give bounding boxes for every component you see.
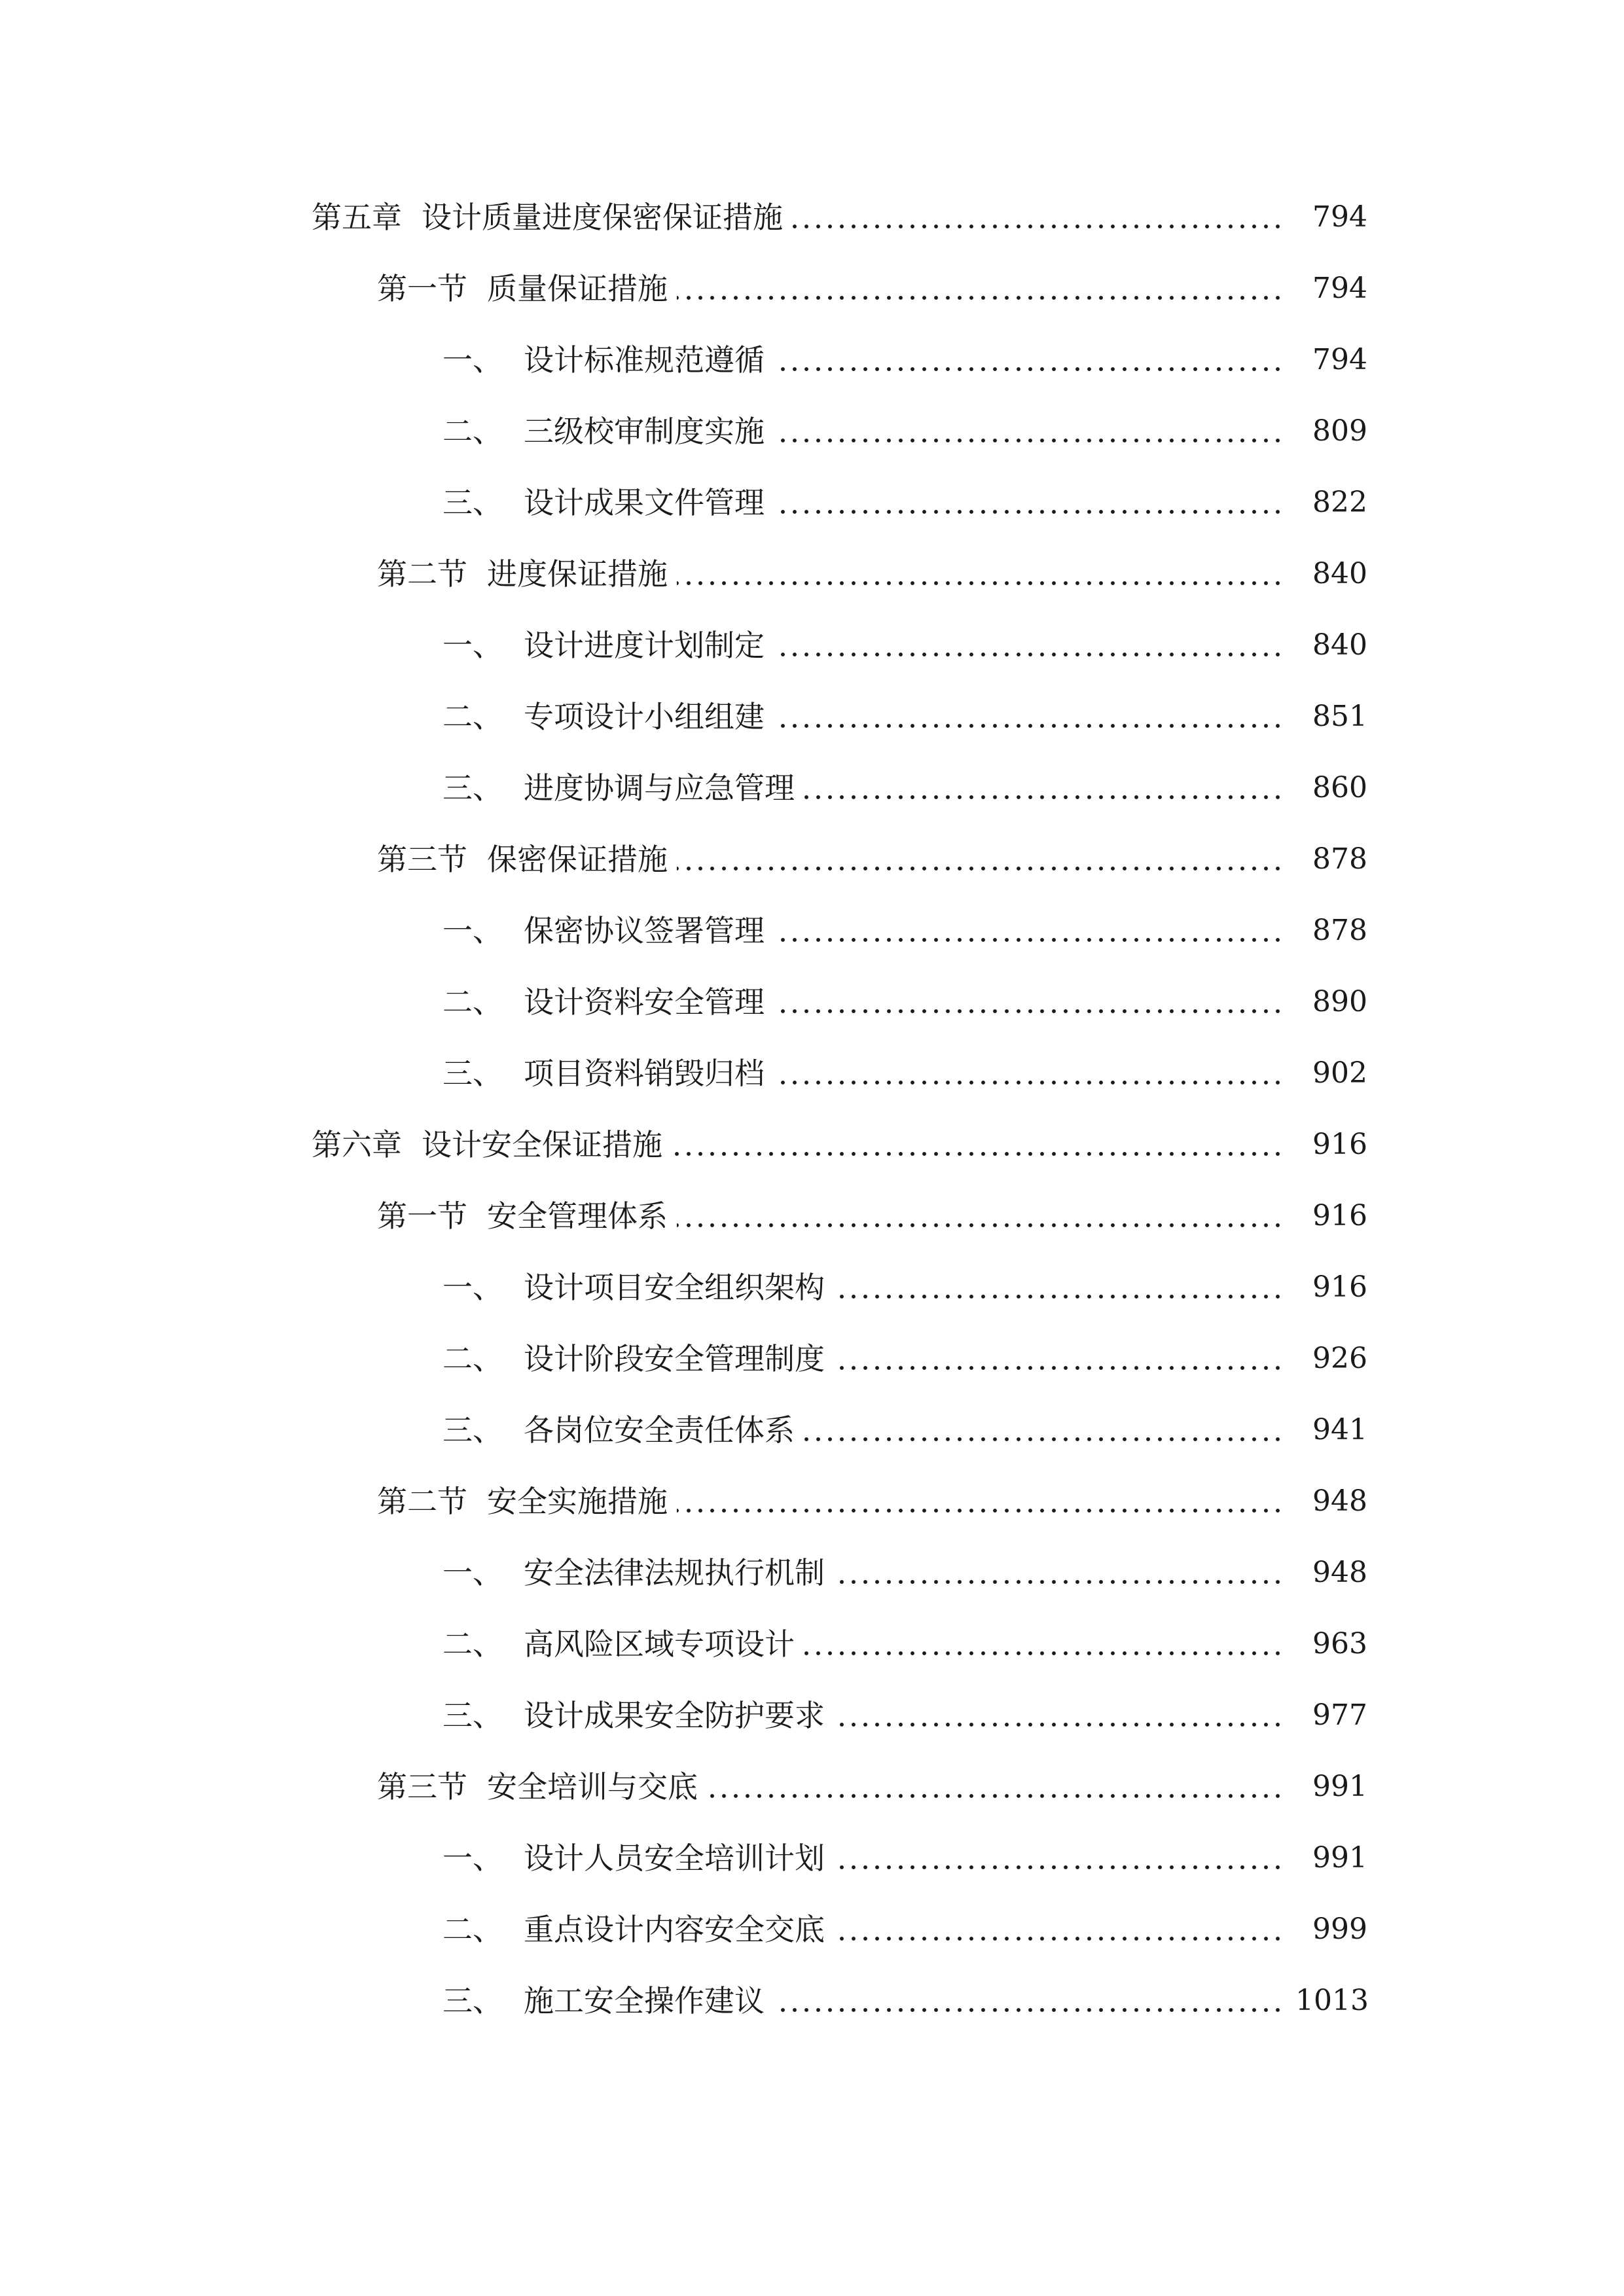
entry-page-number: 916 <box>1312 1199 1367 1232</box>
dot-leader <box>834 1553 1284 1592</box>
toc-entry-subsection[interactable] <box>0 1975 1624 2020</box>
entry-title: 安全培训与交底 <box>487 1769 698 1804</box>
entry-number: 第一节 <box>377 271 467 306</box>
entry-page-number: 902 <box>1312 1056 1367 1090</box>
entry-number: 二、 <box>442 1341 503 1376</box>
entry-page-number: 999 <box>1312 1912 1367 1946</box>
toc-entry-section[interactable] <box>0 1475 1624 1521</box>
toc-entry-section[interactable] <box>0 1190 1624 1236</box>
entry-page-number: 809 <box>1312 414 1367 448</box>
entry-page-number: 1013 <box>1295 1984 1369 2017</box>
entry-number: 三、 <box>442 770 503 806</box>
dot-leader <box>774 626 1284 665</box>
entry-title: 设计阶段安全管理制度 <box>524 1341 825 1376</box>
entry-title: 质量保证措施 <box>487 271 668 306</box>
entry-page-number: 916 <box>1312 1128 1367 1161</box>
entry-title: 安全管理体系 <box>487 1198 668 1234</box>
entry-number: 二、 <box>442 984 503 1020</box>
entry-number: 三、 <box>442 485 503 520</box>
entry-number: 第三节 <box>377 1769 467 1804</box>
entry-page-number: 926 <box>1312 1342 1367 1375</box>
entry-title: 设计成果文件管理 <box>524 485 765 520</box>
entry-title: 设计成果安全防护要求 <box>524 1698 825 1733</box>
dot-leader <box>774 982 1284 1022</box>
toc-entry-subsection[interactable] <box>0 334 1624 380</box>
entry-number: 二、 <box>442 1912 503 1947</box>
entry-number: 二、 <box>442 1626 503 1662</box>
dot-leader <box>774 911 1284 950</box>
entry-number: 一、 <box>442 628 503 663</box>
toc-entry-subsection[interactable] <box>0 1047 1624 1093</box>
entry-page-number: 991 <box>1312 1841 1367 1874</box>
entry-page-number: 794 <box>1312 272 1367 305</box>
toc-entry-subsection[interactable] <box>0 905 1624 950</box>
entry-page-number: 948 <box>1312 1556 1367 1589</box>
entry-title: 设计进度计划制定 <box>524 628 765 663</box>
toc-entry-subsection[interactable] <box>0 619 1624 665</box>
toc-entry-section[interactable] <box>0 548 1624 594</box>
toc-entry-chapter[interactable] <box>0 191 1624 237</box>
dot-leader <box>834 1696 1284 1735</box>
dot-leader <box>677 1482 1284 1521</box>
dot-leader <box>774 697 1284 736</box>
entry-title: 安全实施措施 <box>487 1484 668 1519</box>
entry-page-number: 977 <box>1312 1698 1367 1732</box>
entry-number: 三、 <box>442 1412 503 1448</box>
entry-page-number: 991 <box>1312 1770 1367 1803</box>
entry-number: 一、 <box>442 1555 503 1590</box>
entry-number: 一、 <box>442 1270 503 1305</box>
toc-entry-chapter[interactable] <box>0 1119 1624 1164</box>
entry-page-number: 840 <box>1312 628 1367 662</box>
dot-leader <box>804 768 1284 808</box>
entry-number: 第一节 <box>377 1198 467 1234</box>
toc-entry-subsection[interactable] <box>0 1832 1624 1878</box>
toc-entry-section[interactable] <box>0 1761 1624 1806</box>
entry-page-number: 890 <box>1312 985 1367 1018</box>
entry-number: 第三节 <box>377 842 467 877</box>
dot-leader <box>804 1410 1284 1450</box>
entry-page-number: 948 <box>1312 1484 1367 1518</box>
entry-number: 一、 <box>442 1840 503 1876</box>
dot-leader <box>834 1839 1284 1878</box>
entry-title: 设计质量进度保密保证措施 <box>422 200 783 235</box>
dot-leader <box>774 1981 1284 2020</box>
dot-leader <box>677 554 1284 594</box>
toc-entry-subsection[interactable] <box>0 1618 1624 1664</box>
entry-title: 施工安全操作建议 <box>524 1983 765 2018</box>
dot-leader <box>834 1339 1284 1378</box>
entry-number: 三、 <box>442 1698 503 1733</box>
dot-leader <box>774 340 1284 380</box>
entry-number: 二、 <box>442 414 503 449</box>
dot-leader <box>707 1767 1284 1806</box>
entry-title: 进度保证措施 <box>487 556 668 592</box>
entry-number: 第六章 <box>312 1127 402 1162</box>
dot-leader <box>774 412 1284 451</box>
toc-entry-subsection[interactable] <box>0 476 1624 522</box>
entry-title: 高风险区域专项设计 <box>524 1626 795 1662</box>
toc-entry-subsection[interactable] <box>0 1333 1624 1378</box>
toc-entry-subsection[interactable] <box>0 1689 1624 1735</box>
entry-title: 各岗位安全责任体系 <box>524 1412 795 1448</box>
entry-page-number: 878 <box>1312 914 1367 947</box>
toc-entry-subsection[interactable] <box>0 1261 1624 1307</box>
entry-page-number: 822 <box>1312 486 1367 519</box>
entry-page-number: 840 <box>1312 557 1367 590</box>
toc-entry-subsection[interactable] <box>0 405 1624 451</box>
entry-number: 第五章 <box>312 200 402 235</box>
entry-title: 项目资料销毁归档 <box>524 1056 765 1091</box>
entry-title: 设计资料安全管理 <box>524 984 765 1020</box>
toc-entry-subsection[interactable] <box>0 762 1624 808</box>
dot-leader <box>677 269 1284 308</box>
entry-page-number: 794 <box>1312 343 1367 376</box>
dot-leader <box>672 1125 1284 1164</box>
toc-entry-section[interactable] <box>0 833 1624 879</box>
dot-leader <box>834 1268 1284 1307</box>
toc-entry-subsection[interactable] <box>0 976 1624 1022</box>
entry-page-number: 794 <box>1312 200 1367 234</box>
entry-number: 第二节 <box>377 1484 467 1519</box>
entry-title: 设计项目安全组织架构 <box>524 1270 825 1305</box>
entry-title: 安全法律法规执行机制 <box>524 1555 825 1590</box>
entry-page-number: 916 <box>1312 1270 1367 1304</box>
dot-leader <box>804 1624 1284 1664</box>
dot-leader <box>677 840 1284 879</box>
entry-title: 专项设计小组组建 <box>524 699 765 734</box>
entry-number: 二、 <box>442 699 503 734</box>
dot-leader <box>774 483 1284 522</box>
dot-leader <box>677 1196 1284 1236</box>
toc-entry-subsection[interactable] <box>0 1404 1624 1450</box>
entry-page-number: 963 <box>1312 1627 1367 1660</box>
entry-title: 设计安全保证措施 <box>422 1127 662 1162</box>
toc-entry-subsection[interactable] <box>0 691 1624 736</box>
entry-page-number: 860 <box>1312 771 1367 804</box>
entry-number: 一、 <box>442 913 503 948</box>
entry-title: 三级校审制度实施 <box>524 414 765 449</box>
entry-number: 三、 <box>442 1983 503 2018</box>
dot-leader <box>774 1054 1284 1093</box>
entry-page-number: 941 <box>1312 1413 1367 1446</box>
toc-entry-subsection[interactable] <box>0 1903 1624 1949</box>
entry-title: 重点设计内容安全交底 <box>524 1912 825 1947</box>
entry-title: 保密保证措施 <box>487 842 668 877</box>
entry-number: 三、 <box>442 1056 503 1091</box>
dot-leader <box>834 1910 1284 1949</box>
entry-number: 第二节 <box>377 556 467 592</box>
entry-title: 保密协议签署管理 <box>524 913 765 948</box>
toc-entry-section[interactable] <box>0 262 1624 308</box>
entry-title: 设计人员安全培训计划 <box>524 1840 825 1876</box>
toc-entry-subsection[interactable] <box>0 1547 1624 1592</box>
entry-page-number: 851 <box>1312 700 1367 733</box>
entry-page-number: 878 <box>1312 842 1367 876</box>
entry-title: 设计标准规范遵循 <box>524 342 765 378</box>
entry-number: 一、 <box>442 342 503 378</box>
dot-leader <box>792 198 1284 237</box>
entry-title: 进度协调与应急管理 <box>524 770 795 806</box>
